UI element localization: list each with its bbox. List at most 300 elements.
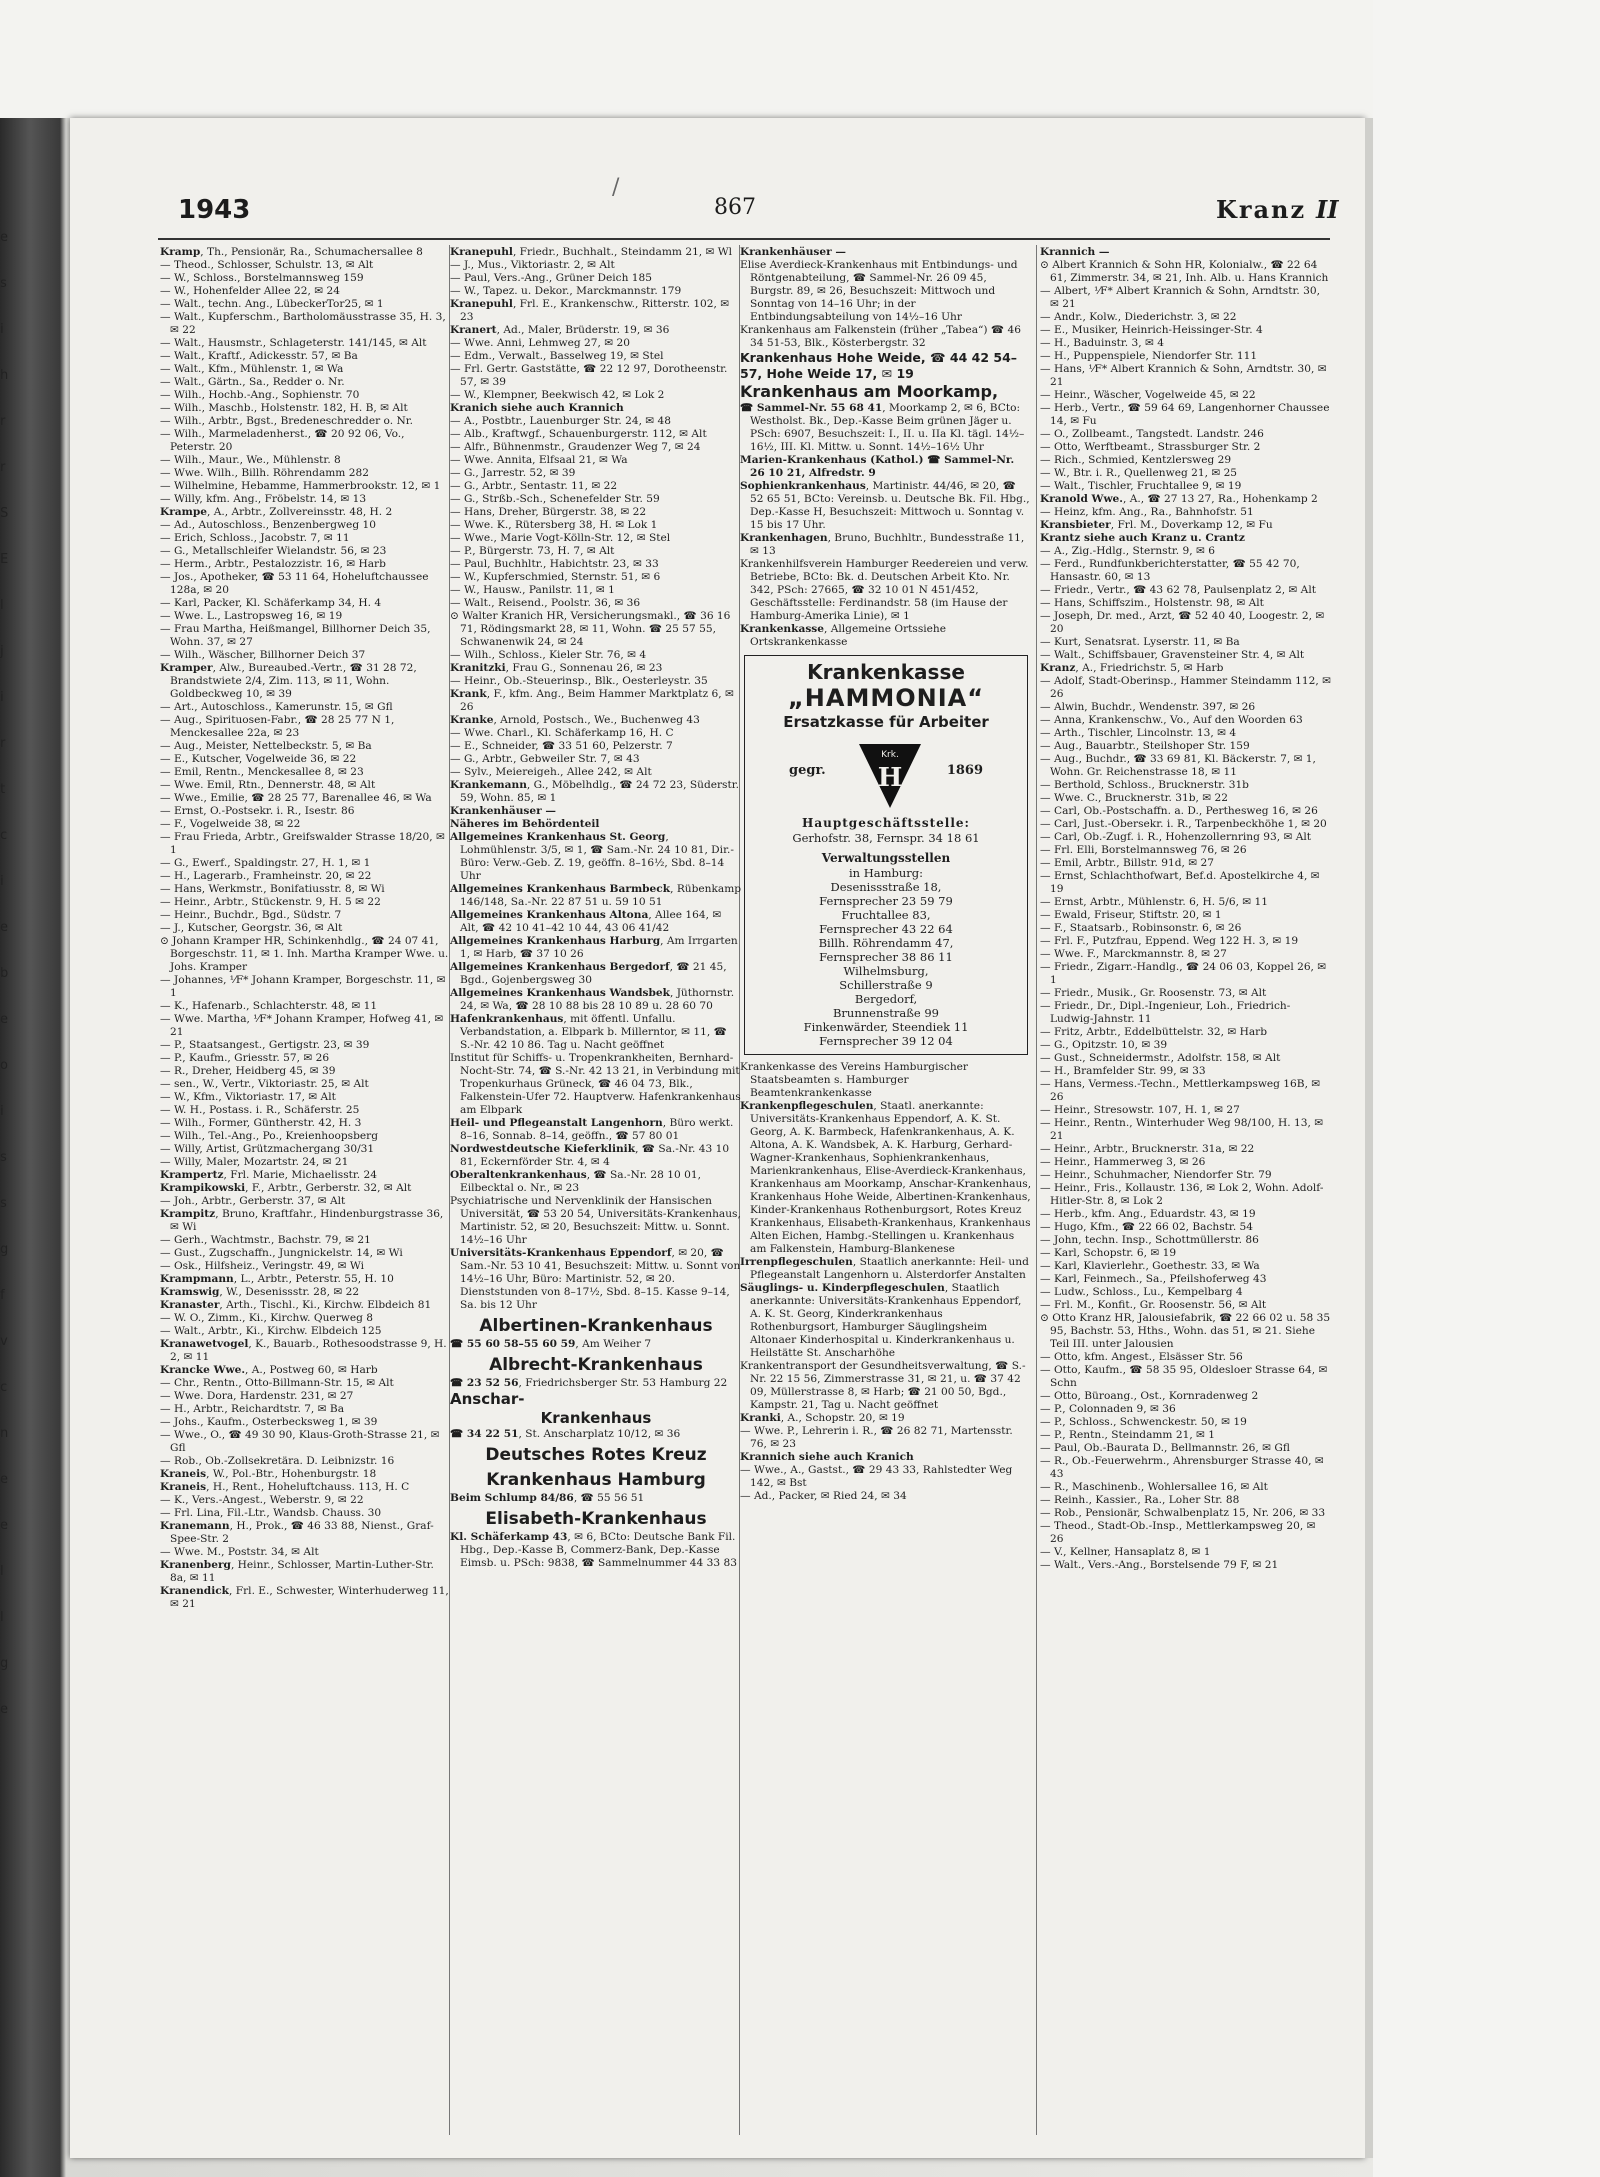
directory-entry: Krankenkasse, Allgemeine Ortssiehe Ortskrankenkasse: [740, 623, 947, 648]
binding-mark: g: [0, 1242, 9, 1257]
directory-entry: — Erich, Schloss., Jacobstr. 7, ✉ 11: [160, 532, 350, 544]
elisabeth-text: Kl. Schäferkamp 43, ✉ 6, BCto: Deutsche Bank Fil. Hbg., Dep.-Kasse B, Commerz-Bank, Dep.-Kasse Eimsb. u. PSch: 9838, ☎ Sammelnummer 44 33 83: [450, 1531, 737, 1569]
directory-entry: — Walt., Tischler, Fruchtallee 9, ✉ 19: [1040, 480, 1242, 492]
founded-year: 1869: [946, 763, 983, 778]
directory-entry: Krankenhagen, Bruno, Buchhltr., Bundesstraße 11, ✉ 13: [740, 532, 1025, 557]
binding-mark: l: [0, 598, 4, 613]
directory-entry: — Otto, Werftbeamt., Strassburger Str. 2: [1040, 441, 1261, 453]
directory-entry: — A., Postbtr., Lauenburger Str. 24, ✉ 48: [450, 415, 672, 427]
directory-entry: — Ernst, Arbtr., Mühlenstr. 6, H. 5/6, ✉ 11: [1040, 896, 1269, 908]
directory-entry: — Walt., Hausmstr., Schlageterstr. 141/145, ✉ Alt: [160, 337, 427, 349]
directory-entry: ⊙ Walter Kranich HR, Versicherungsmakl., ☎ 36 16 71, Rödingsmarkt 28, ✉ 11, Wohn. ☎ 25 57 55, Schwanenwik 24, ✉ 24: [450, 610, 731, 648]
directory-entry: — Herm., Arbtr., Pestalozzistr. 16, ✉ Harb: [160, 558, 386, 570]
directory-entry: — Heinr., Ob.-Steuerinsp., Blk., Oesterleystr. 35: [450, 675, 708, 687]
directory-entry: Kramswig, W., Desenissstr. 28, ✉ 22: [160, 1286, 360, 1298]
albertinen-text: ☎ 55 60 58–55 60 59, Am Weiher 7: [450, 1338, 652, 1350]
directory-entry: — G., Opitzstr. 10, ✉ 39: [1040, 1039, 1168, 1051]
directory-entry: Krannich —: [1040, 246, 1110, 258]
directory-entry: — Alwin, Buchdr., Wendenstr. 397, ✉ 26: [1040, 701, 1256, 713]
column-4: [1040, 246, 1332, 2131]
binding-mark: i: [0, 874, 4, 889]
directory-entry: — Rob., Pensionär, Schwalbenplatz 15, Nr. 206, ✉ 33: [1040, 1507, 1326, 1519]
directory-entry: Universitäts-Krankenhaus Eppendorf, ✉ 20, ☎ Sam.-Nr. 53 10 41, Besuchszeit: Mittw. u. Sonnt von 14½–16 Uhr, Büro: Martinistr. 52, ✉ 20. Dienststunden von 8–17½, Sbd. 8–15. Kasse 9–14, Sa. bis 12 Uhr: [450, 1247, 741, 1311]
directory-entry: — Ewald, Friseur, Stiftstr. 20, ✉ 1: [1040, 909, 1222, 921]
directory-entry: — Chr., Rentn., Otto-Billmann-Str. 15, ✉ Alt: [160, 1377, 394, 1389]
directory-entry: — A., Zig.-Hdlg., Sternstr. 9, ✉ 6: [1040, 545, 1215, 557]
directory-entry: Kranke, Arnold, Postsch., We., Buchenweg 43: [450, 714, 700, 726]
page-header: [108, 195, 1339, 233]
directory-entry: — Ad., Autoschloss., Benzenbergweg 10: [160, 519, 376, 531]
directory-entry: — Alb., Kraftwgf., Schauenburgerstr. 112, ✉ Alt: [450, 428, 707, 440]
directory-entry: — Wwe. Martha, ⅟F* Johann Kramper, Hofweg 41, ✉ 21: [160, 1013, 444, 1038]
moorkamp-text: ☎ Sammel-Nr. 55 68 41, Moorkamp 2, ✉ 6, BCto: Westholst. Bk., Dep.-Kasse Beim grünen Jäger u. PSch: 6907, Besuchszeit: I., II. u. IIa Kl. tägl. 14½–16½, III. Kl. Mittw. u. Sonnt. 14½–16½ Uhr: [740, 402, 1025, 453]
directory-entry: — Wwe., Emilie, ☎ 28 25 77, Barenallee 46, ✉ Wa: [160, 792, 432, 804]
directory-entry: ⊙ Otto Kranz HR, Jalousiefabrik, ☎ 22 66 02 u. 58 35 95, Bachstr. 53, Hths., Wohn. das 51, ✉ 21. Siehe Teil III. unter Jalousien: [1040, 1312, 1331, 1350]
directory-entry: — Rob., Ob.-Zollsekretära. D. Leibnizstr. 16: [160, 1455, 395, 1467]
branch-line: Fernsprecher 39 12 04: [819, 1034, 953, 1048]
hammonia-advertisement: [744, 655, 1028, 1055]
directory-entry: — Sylv., Meiereigeh., Allee 242, ✉ Alt: [450, 766, 652, 778]
directory-entry: — Frl. Gertr. Gaststätte, ☎ 22 12 97, Dorotheenstr. 57, ✉ 39: [450, 363, 728, 388]
drk-heading-2: Krankenhaus Hamburg: [486, 1470, 706, 1490]
directory-entry: — P., Colonnaden 9, ✉ 36: [1040, 1403, 1176, 1415]
directory-entry: — Wilh., Arbtr., Bgst., Bredeneschredder o. Nr.: [160, 415, 413, 427]
directory-entry: Oberaltenkrankenhaus, ☎ Sa.-Nr. 28 10 01, Eilbecktal o. Nr., ✉ 23: [450, 1169, 701, 1194]
directory-entry: Irrenpflegeschulen, Staatlich anerkannte: Heil- und Pflegeanstalt Langenhorn u. Alsterdorfer Anstalten: [740, 1256, 1029, 1281]
directory-entry: Heil- und Pflegeanstalt Langenhorn, Büro werkt. 8–16, Sonnab. 8–14, geöffn., ☎ 57 80 01: [450, 1117, 734, 1142]
directory-entry: — G., Arbtr., Gebweiler Str. 7, ✉ 43: [450, 753, 640, 765]
directory-entry: — Frl. Lina, Fil.-Ltr., Wandsb. Chauss. 30: [160, 1507, 382, 1519]
page-number: 867: [714, 195, 756, 220]
directory-entry: — Wwe. Anni, Lehmweg 27, ✉ 20: [450, 337, 630, 349]
directory-entry: Kranemann, H., Prok., ☎ 46 33 88, Nienst., Graf-Spee-Str. 2: [160, 1520, 434, 1545]
logo-text: Krk.: [881, 750, 899, 760]
directory-entry: — P., Schloss., Schwenckestr. 50, ✉ 19: [1040, 1416, 1247, 1428]
directory-entry: — Hans, Werkmstr., Bonifatiusstr. 8, ✉ Wi: [160, 883, 385, 895]
albrecht-text: ☎ 23 52 56, Friedrichsberger Str. 53 Hamburg 22: [450, 1377, 728, 1389]
directory-entry: — H., Bramfelder Str. 99, ✉ 33: [1040, 1065, 1206, 1077]
elisabeth-heading: Elisabeth-Krankenhaus: [485, 1509, 707, 1529]
directory-entry: — R., Maschinenb., Wohlersallee 16, ✉ Alt: [1040, 1481, 1268, 1493]
directory-entry: Krampikowski, F., Arbtr., Gerberstr. 32, ✉ Alt: [160, 1182, 412, 1194]
binding-mark: r: [0, 460, 6, 475]
directory-entry: — Wwe. Charl., Kl. Schäferkamp 16, H. C: [450, 727, 674, 739]
binding-mark: j: [0, 644, 4, 659]
directory-entry: — sen., W., Vertr., Viktoriastr. 25, ✉ Alt: [160, 1078, 369, 1090]
column-2: [450, 246, 742, 2131]
directory-entry: — Karl, Packer, Kl. Schäferkamp 34, H. 4: [160, 597, 382, 609]
directory-entry: — H., Arbtr., Reichardtstr. 7, ✉ Ba: [160, 1403, 345, 1415]
top-margin: [0, 0, 1600, 118]
directory-entry: — G., Metallschleifer Wielandstr. 56, ✉ 23: [160, 545, 387, 557]
directory-entry: — Walt., Schiffsbauer, Gravensteiner Str. 4, ✉ Alt: [1040, 649, 1305, 661]
directory-entry: — Friedr., Zigarr.-Handlg., ☎ 24 06 03, Koppel 26, ✉ 1: [1040, 961, 1327, 986]
binding-mark: l: [0, 1610, 4, 1625]
directory-entry: Krancke Wwe., A., Postweg 60, ✉ Harb: [160, 1364, 378, 1376]
directory-entry: — Friedr., Musik., Gr. Roosenstr. 73, ✉ Alt: [1040, 987, 1267, 999]
binding-mark: s: [0, 276, 7, 291]
directory-entry: — Heinz, kfm. Ang., Ra., Bahnhofstr. 51: [1040, 506, 1254, 518]
drk-heading-1: Deutsches Rotes Kreuz: [485, 1445, 707, 1465]
directory-entry: Kranich siehe auch Krannich: [450, 402, 624, 414]
binding-mark: i: [0, 690, 4, 705]
directory-entry: — Johannes, ⅟F* Johann Kramper, Borgeschstr. 11, ✉ 1: [160, 974, 446, 999]
directory-entry: — Wwe. Emil, Rtn., Dennerstr. 48, ✉ Alt: [160, 779, 376, 791]
directory-entry: — Emil, Rentn., Menckesallee 8, ✉ 23: [160, 766, 364, 778]
binding-mark: r: [0, 736, 6, 751]
directory-entry: — Walt., Kfm., Mühlenstr. 1, ✉ Wa: [160, 363, 344, 375]
column-divider: [1036, 245, 1037, 2135]
directory-entry: — Theod., Stadt-Ob.-Insp., Mettlerkampsweg 20, ✉ 26: [1040, 1520, 1316, 1545]
branch-line: Fruchtallee 83,: [841, 908, 931, 922]
directory-entry: — Wwe. K., Rütersberg 38, H. ✉ Lok 1: [450, 519, 658, 531]
directory-entry: Krampitz, Bruno, Kraftfahr., Hindenburgstrasse 36, ✉ Wi: [160, 1208, 444, 1233]
directory-entry: — H., Baduinstr. 3, ✉ 4: [1040, 337, 1165, 349]
directory-entry: Krankenhilfsverein Hamburger Reedereien und verw. Betriebe, BCto: Bk. d. Deutschen Arbeit Kto. Nr. 342, PSch: 27665, ☎ 32 10 01 N 451/452, Geschäftsstelle: Ferdinandstr. 58 (im Hause der Hamburg-Amerika Linie), ✉ 1: [740, 558, 1029, 622]
directory-entry: — Wwe. Wilh., Billh. Röhrendamm 282: [160, 467, 369, 479]
pencil-mark: /: [612, 175, 620, 200]
directory-entry: — Walt., Kraftf., Adickesstr. 57, ✉ Ba: [160, 350, 358, 362]
directory-entry: Krampertz, Frl. Marie, Michaelisstr. 24: [160, 1169, 378, 1181]
directory-entry: — E., Schneider, ☎ 33 51 60, Pelzerstr. 7: [450, 740, 673, 752]
hq-title: Hauptgeschäftsstelle:: [802, 816, 970, 830]
directory-entry: — Karl, Feinmech., Sa., Pfeilshoferweg 43: [1040, 1273, 1267, 1285]
column-1: [160, 246, 452, 2131]
directory-entry: Krank, F., kfm. Ang., Beim Hammer Marktplatz 6, ✉ 26: [450, 688, 734, 713]
ad-line-3: Ersatzkasse für Arbeiter: [783, 713, 989, 731]
directory-entry: Krankenpflegeschulen, Staatl. anerkannte: Universitäts-Krankenhaus Eppendorf, A. K. St. Georg, A. K. Barmbeck, Hafenkrankenhaus, A. K. Altona, A. K. Wandsbek, A. K. Harburg, Gerhard-Wagner-Krankenhaus, Sophienkrankenhaus, Marienkrankenhaus, Elise-Averdieck-Krankenhaus, Krankenhaus am Moorkamp, Anschar-Krankenhaus, Krankenhaus Hohe Weide, Albertinen-Krankenhaus, Kinder-Krankenhaus Rothenburgsort, Rotes Kreuz Krankenhaus, Elisabeth-Krankenhaus, Krankenhaus Alten Eichen, Hambg.-Stellingen u. Krankenhaus am Falkenstein, Hamburg-Blankenese: [740, 1100, 1032, 1255]
directory-entry: — Walt., Kupferschm., Bartholomäusstrasse 35, H. 3, ✉ 22: [160, 311, 446, 336]
directory-entry: — Berthold, Schloss., Brucknerstr. 31b: [1040, 779, 1249, 791]
directory-entry: Allgemeines Krankenhaus Harburg, Am Irrgarten 1, ✉ Harb, ☎ 37 10 26: [450, 935, 738, 960]
directory-entry: — Anna, Krankenschw., Vo., Auf den Woorden 63: [1040, 714, 1303, 726]
directory-entry: — F., Staatsarb., Robinsonstr. 6, ✉ 26: [1040, 922, 1242, 934]
directory-entry: Kranepuhl, Frl. E., Krankenschw., Ritterstr. 102, ✉ 23: [450, 298, 730, 323]
directory-entry: Kranepuhl, Friedr., Buchhalt., Steindamm 21, ✉ Wl: [450, 246, 733, 258]
directory-entry: Kramper, Alw., Bureaubed.-Vertr., ☎ 31 28 72, Brandstwiete 2/4, Zim. 113, ✉ 11, Wohn. Goldbeckweg 10, ✉ 39: [160, 662, 417, 700]
anschar-text: ☎ 34 22 51, St. Anscharplatz 10/12, ✉ 36: [450, 1428, 681, 1440]
directory-entry: Allgemeines Krankenhaus St. Georg, Lohmühlenstr. 3/5, ✉ 1, ☎ Sam.-Nr. 24 10 81, Dir.-Büro: Verw.-Geb. Z. 19, geöffn. 8–16½, Sbd. 8–14 Uhr: [450, 831, 734, 882]
directory-entry: — P., Bürgerstr. 73, H. 7, ✉ Alt: [450, 545, 615, 557]
directory-entry: — W., Hohenfelder Allee 22, ✉ 24: [160, 285, 340, 297]
hammonia-logo-icon: [853, 738, 927, 812]
branch-line: Billh. Röhrendamm 47,: [818, 936, 954, 950]
binding-mark: l: [0, 1564, 4, 1579]
directory-entry: — H., Puppenspiele, Niendorfer Str. 111: [1040, 350, 1258, 362]
directory-entry: — Wilh., Maur., We., Mühlenstr. 8: [160, 454, 341, 466]
directory-entry: — Walt., Vers.-Ang., Borstelsende 79 F, ✉ 21: [1040, 1559, 1279, 1571]
directory-entry: — Otto, kfm. Angest., Elsässer Str. 56: [1040, 1351, 1243, 1363]
directory-entry: — E., Kutscher, Vogelweide 36, ✉ 22: [160, 753, 357, 765]
directory-entry: — W., Kfm., Viktoriastr. 17, ✉ Alt: [160, 1091, 336, 1103]
section-label: II: [1316, 195, 1339, 224]
branch-line: Fernsprecher 23 59 79: [819, 894, 953, 908]
directory-entry: — Wilh., Hochb.-Ang., Sophienstr. 70: [160, 389, 360, 401]
directory-entry: Krannich siehe auch Kranich: [740, 1451, 914, 1463]
directory-entry: — G., Strßb.-Sch., Schenefelder Str. 59: [450, 493, 660, 505]
directory-entry: Krankenhäuser —: [450, 805, 556, 817]
binding-mark: E: [0, 552, 9, 567]
directory-entry: — Ernst, O.-Postsekr. i. R., Isestr. 86: [160, 805, 355, 817]
directory-entry: — Hans, Schiffszim., Holstenstr. 98, ✉ Alt: [1040, 597, 1264, 609]
page-edge: [1365, 118, 1373, 2158]
admin-title: Verwaltungsstellen: [821, 851, 951, 865]
directory-entry: Institut für Schiffs- u. Tropenkrankheiten, Bernhard-Nocht-Str. 74, ☎ S.-Nr. 42 13 21, in Verbindung mit Tropenkurhaus Grüneck, ☎ 46 04 73, Blk., Falkenstein-Ufer 72. Hauptverw. Hafenkrankenhaus am Elbpark: [450, 1052, 741, 1116]
directory-entry: — Aug., Meister, Nettelbeckstr. 5, ✉ Ba: [160, 740, 372, 752]
directory-entry: — Heinr., Stresowstr. 107, H. 1, ✉ 27: [1040, 1104, 1240, 1116]
directory-entry: — V., Kellner, Hansaplatz 8, ✉ 1: [1040, 1546, 1211, 1558]
directory-entry: Krankentransport der Gesundheitsverwaltung, ☎ S.-Nr. 22 15 56, Zimmerstrasse 31, ✉ 21, u. ☎ 37 42 09, Müllerstrasse 8, ✉ Harb; ☎ 21 00 50, Bgd., Kampstr. 21, Tag u. Nacht geöffnet: [740, 1360, 1026, 1411]
directory-entry: — Ferd., Rundfunkberichterstatter, ☎ 55 42 70, Hansastr. 60, ✉ 13: [1040, 558, 1300, 583]
directory-entry: — Heinr., Arbtr., Brucknerstr. 31a, ✉ 22: [1040, 1143, 1255, 1155]
directory-entry: — Frl. M., Konfit., Gr. Roosenstr. 56, ✉ Alt: [1040, 1299, 1267, 1311]
ad-line-2: „HAMMONIA“: [788, 684, 984, 712]
directory-entry: — K., Vers.-Angest., Weberstr. 9, ✉ 22: [160, 1494, 364, 1506]
directory-entry: — Heinr., Hammerweg 3, ✉ 26: [1040, 1156, 1206, 1168]
binding-mark: e: [0, 230, 8, 245]
branch-line: Bergedorf,: [854, 992, 918, 1006]
directory-entry: — W., Kupferschmied, Sternstr. 51, ✉ 6: [450, 571, 661, 583]
directory-entry: — W., Schloss., Borstelmannsweg 159: [160, 272, 364, 284]
branch-line: Schillerstraße 9: [839, 978, 933, 992]
albrecht-heading: Albrecht-Krankenhaus: [489, 1355, 703, 1375]
sophien-entry: Sophienkrankenhaus, Martinistr. 44/46, ✉ 20, ☎ 52 65 51, BCto: Vereinsb. u. Deutsche Bk. Fil. Hbg., Dep.-Kasse H, Besuchszeit: Mittwoch u. Sonntag v. 15 bis 17 Uhr.: [740, 480, 1030, 531]
directory-entry: — Walt., Gärtn., Sa., Redder o. Nr.: [160, 376, 345, 388]
directory-entry: — Friedr., Dr., Dipl.-Ingenieur, Loh., Friedrich-Ludwig-Jahnstr. 11: [1040, 1000, 1291, 1025]
directory-entry: Krankenkasse des Vereins Hamburgischer Staatsbeamten s. Hamburger Beamtenkrankenkasse: [740, 1061, 968, 1099]
year-label: 1943: [178, 195, 251, 225]
directory-entry: — Edm., Verwalt., Basselweg 19, ✉ Stel: [450, 350, 664, 362]
directory-entry: Kramp, Th., Pensionär, Ra., Schumachersallee 8: [160, 246, 423, 258]
binding-mark: b: [0, 966, 9, 981]
directory-entry: — Wwe. P., Lehrerin i. R., ☎ 26 82 71, Martensstr. 76, ✉ 23: [740, 1425, 1013, 1450]
binding-mark: s: [0, 1150, 7, 1165]
hohe-weide-entry: Krankenhaus Hohe Weide, ☎ 44 42 54–57, Hohe Weide 17, ✉ 19: [740, 350, 1018, 381]
branch-line: Wilhelmsburg,: [843, 964, 929, 978]
directory-entry: — Ad., Packer, ✉ Ried 24, ✉ 34: [740, 1490, 907, 1502]
directory-entry: — Ernst, Schlachthofwart, Bef.d. Apostelkirche 4, ✉ 19: [1040, 870, 1320, 895]
directory-entry: Psychiatrische und Nervenklinik der Hansischen Universität, ☎ 53 20 54, Universitäts-Krankenhaus, Martinistr. 52, ✉ 20, Besuchszeit: Mittw. u. Sonnt. 14½–16 Uhr: [450, 1195, 741, 1246]
binding-mark: g: [0, 1656, 9, 1671]
directory-entry: Säuglings- u. Kinderpflegeschulen, Staatlich anerkannte: Universitäts-Krankenhaus Eppendorf, A. K. St. Georg, Kinderkrankenhaus Rothenburgsort, Hamburger Säuglingsheim Altonaer Kinderhospital u. Kinderkrankenhaus u. Heilstätte St. Anscharhöhe: [740, 1282, 1022, 1359]
directory-entry: — G., Ewerf., Spaldingstr. 27, H. 1, ✉ 1: [160, 857, 371, 869]
binding-mark: e: [0, 920, 8, 935]
logo-letter: H: [877, 763, 903, 793]
directory-entry: — G., Arbtr., Sentastr. 11, ✉ 22: [450, 480, 618, 492]
binding-mark: s: [0, 1196, 7, 1211]
directory-entry: ⊙ Albert Krannich & Sohn HR, Kolonialw., ☎ 22 64 61, Zimmerstr. 34, ✉ 21, Inh. Alb. u. Hans Krannich: [1040, 259, 1329, 284]
binding-mark: v: [0, 1334, 8, 1349]
directory-entry: — Herb., kfm. Ang., Eduardstr. 43, ✉ 19: [1040, 1208, 1256, 1220]
directory-entry: Kranendick, Frl. E., Schwester, Winterhuderweg 11, ✉ 21: [160, 1585, 449, 1610]
anschar-heading-2: Krankenhaus: [540, 1409, 652, 1427]
directory-entry: — W., Btr. i. R., Quellenweg 21, ✉ 25: [1040, 467, 1238, 479]
directory-entry: — Hans, Dreher, Bürgerstr. 38, ✉ 22: [450, 506, 647, 518]
directory-entry: — Adolf, Stadt-Oberinsp., Hammer Steindamm 112, ✉ 26: [1040, 675, 1331, 700]
directory-entry: Krampmann, L., Arbtr., Peterstr. 55, H. 10: [160, 1273, 394, 1285]
directory-entry: — J., Mus., Viktoriastr. 2, ✉ Alt: [450, 259, 615, 271]
directory-entry: Kranz, A., Friedrichstr. 5, ✉ Harb: [1040, 662, 1224, 674]
directory-entry: — Wwe. F., Marckmannstr. 8, ✉ 27: [1040, 948, 1227, 960]
branch-line: Fernsprecher 43 22 64: [819, 922, 953, 936]
founded-label: gegr.: [789, 763, 826, 778]
directory-entry: — Art., Autoschloss., Kamerunstr. 15, ✉ Gfl: [160, 701, 393, 713]
directory-entry: — Wwe., O., ☎ 49 30 90, Klaus-Groth-Strasse 21, ✉ Gfl: [160, 1429, 440, 1454]
directory-entry: — Gust., Zugschaffn., Jungnickelstr. 14, ✉ Wi: [160, 1247, 403, 1259]
directory-entry: — Jos., Apotheker, ☎ 53 11 64, Hoheluftchaussee 128a, ✉ 20: [160, 571, 429, 596]
binding-mark: n: [0, 1426, 9, 1441]
directory-entry: — Frl. F., Putzfrau, Eppend. Weg 122 H. 3, ✉ 19: [1040, 935, 1299, 947]
directory-entry: Nordwestdeutsche Kieferklinik, ☎ Sa.-Nr. 43 10 81, Eckernförder Str. 4, ✉ 4: [450, 1143, 730, 1168]
directory-entry: — W., Klempner, Beekwisch 42, ✉ Lok 2: [450, 389, 665, 401]
directory-entry: — John, techn. Insp., Schottmüllerstr. 86: [1040, 1234, 1259, 1246]
directory-entry: — Aug., Bauarbtr., Steilshoper Str. 159: [1040, 740, 1250, 752]
directory-entry: — Carl, Just.-Obersekr. i. R., Tarpenbeckhöhe 1, ✉ 20: [1040, 818, 1327, 830]
directory-entry: — Walt., techn. Ang., LübeckerTor25, ✉ 1: [160, 298, 384, 310]
directory-entry: — Emil, Arbtr., Billstr. 91d, ✉ 27: [1040, 857, 1215, 869]
directory-entry: — W., Hausw., Panilstr. 11, ✉ 1: [450, 584, 615, 596]
directory-entry: — Karl, Klavierlehr., Goethestr. 33, ✉ Wa: [1040, 1260, 1260, 1272]
directory-entry: — Walt., Reisend., Poolstr. 36, ✉ 36: [450, 597, 641, 609]
directory-entry: Krampe, A., Arbtr., Zollvereinsstr. 48, H. 2: [160, 506, 393, 518]
directory-entry: Allgemeines Krankenhaus Bergedorf, ☎ 21 45, Bgd., Gojenbergsweg 30: [450, 961, 727, 986]
binding-mark: h: [0, 368, 9, 383]
directory-entry: — Alfr., Bühnenmstr., Graudenzer Weg 7, ✉ 24: [450, 441, 701, 453]
directory-entry: — Wwe., A., Gastst., ☎ 29 43 33, Rahlstedter Weg 142, ✉ Bst: [740, 1464, 1013, 1489]
directory-entry: — Otto, Kaufm., ☎ 58 35 95, Oldesloer Strasse 64, ✉ Schn: [1040, 1364, 1328, 1389]
binding-mark: f: [0, 1288, 5, 1303]
binding-mark: i: [0, 322, 4, 337]
directory-entry: — Wilh., Maschb., Holstenstr. 182, H. B, ✉ Alt: [160, 402, 408, 414]
directory-entry: Allgemeines Krankenhaus Barmbeck, Rübenkamp 146/148, Sa.-Nr. 22 87 51 u. 59 10 51: [450, 883, 742, 908]
directory-entry: Kranki, A., Schopstr. 20, ✉ 19: [740, 1412, 905, 1424]
directory-entry: — Wilh., Former, Güntherstr. 42, H. 3: [160, 1117, 362, 1129]
directory-entry: — Johs., Kaufm., Osterbecksweg 1, ✉ 39: [160, 1416, 378, 1428]
anschar-heading-1: Anschar-: [450, 1390, 525, 1408]
branch-line: Finkenwärder, Steendiek 11: [803, 1020, 969, 1034]
directory-entry: — Heinr., Fris., Kollaustr. 136, ✉ Lok 2, Wohn. Adolf-Hitler-Str. 8, ✉ Lok 2: [1040, 1182, 1324, 1207]
branch-line: Brunnenstraße 99: [832, 1006, 940, 1020]
directory-entry: — Willy, Maler, Mozartstr. 24, ✉ 21: [160, 1156, 349, 1168]
binding-mark: o: [0, 1058, 8, 1073]
directory-entry: — Heinr., Wäscher, Vogelweide 45, ✉ 22: [1040, 389, 1256, 401]
binding-mark: c: [0, 1380, 8, 1395]
directory-entry: — Reinh., Kassier., Ra., Loher Str. 88: [1040, 1494, 1240, 1506]
directory-entry: — Wilh., Wäscher, Billhorner Deich 37: [160, 649, 366, 661]
binding-mark: i: [0, 1104, 4, 1119]
directory-entry: ⊙ Johann Kramper HR, Schinkenhdlg., ☎ 24 07 41, Borgeschstr. 11, ✉ 1. Inh. Martha Kramper Wwe. u. Johs. Kramper: [160, 935, 449, 973]
directory-entry: Kranawetvogel, K., Bauarb., Rothesoodstrasse 9, H. 2, ✉ 11: [160, 1338, 447, 1363]
directory-entry: — P., Kaufm., Griesstr. 57, ✉ 26: [160, 1052, 330, 1064]
directory-entry: Kraneis, H., Rent., Hoheluftchauss. 113, H. C: [160, 1481, 410, 1493]
directory-entry: Kranaster, Arth., Tischl., Ki., Kirchw. Elbdeich 81: [160, 1299, 432, 1311]
directory-entry: — Willy, Artist, Grützmachergang 30/31: [160, 1143, 375, 1155]
directory-entry: Kransbieter, Frl. M., Doverkamp 12, ✉ Fu: [1040, 519, 1273, 531]
directory-entry: — Frau Frieda, Arbtr., Greifswalder Strasse 18/20, ✉ 1: [160, 831, 445, 856]
albertinen-heading: Albertinen-Krankenhaus: [479, 1316, 713, 1336]
directory-entry: — Carl, Ob.-Zugf. i. R., Hohenzollernring 93, ✉ Alt: [1040, 831, 1312, 843]
directory-entry: — Joh., Arbtr., Gerberstr. 37, ✉ Alt: [160, 1195, 346, 1207]
directory-entry: — Paul, Buchhltr., Habichtstr. 23, ✉ 33: [450, 558, 659, 570]
directory-entry: Kraneis, W., Pol.-Btr., Hohenburgstr. 18: [160, 1468, 377, 1480]
hq-address: Gerhofstr. 38, Fernspr. 34 18 61: [792, 831, 980, 845]
admin-city: in Hamburg:: [848, 866, 924, 880]
binding-mark: e: [0, 1472, 8, 1487]
directory-entry: — Gust., Schneidermstr., Adolfstr. 158, ✉ Alt: [1040, 1052, 1281, 1064]
moorkamp-heading: Krankenhaus am Moorkamp,: [740, 382, 999, 401]
directory-entry: — Wwe. C., Brucknerstr. 31b, ✉ 22: [1040, 792, 1228, 804]
directory-entry: — J., Kutscher, Georgstr. 36, ✉ Alt: [160, 922, 343, 934]
directory-entry: — Heinr., Arbtr., Stückenstr. 9, H. 5 ✉ 22: [160, 896, 381, 908]
directory-entry: — H., Lagerarb., Framheinstr. 20, ✉ 22: [160, 870, 372, 882]
directory-entry: — Arth., Tischler, Lincolnstr. 13, ✉ 4: [1040, 727, 1237, 739]
directory-entry: Näheres im Behördenteil: [450, 818, 600, 830]
directory-entry: — Karl, Schopstr. 6, ✉ 19: [1040, 1247, 1177, 1259]
directory-entry: — Aug., Spirituosen-Fabr., ☎ 28 25 77 N 1, Menckesallee 22a, ✉ 23: [160, 714, 395, 739]
branch-line: Fernsprecher 38 86 11: [819, 950, 953, 964]
binding-marks: [0, 230, 16, 1730]
directory-entry: Kranenberg, Heinr., Schlosser, Martin-Luther-Str. 8a, ✉ 11: [160, 1559, 434, 1584]
directory-entry: — Joseph, Dr. med., Arzt, ☎ 52 40 40, Loogestr. 2, ✉ 20: [1040, 610, 1325, 635]
directory-entry: — Paul, Vers.-Ang., Grüner Deich 185: [450, 272, 652, 284]
directory-entry: — W., Tapez. u. Dekor., Marckmannstr. 179: [450, 285, 682, 297]
directory-entry: — P., Staatsangest., Gertigstr. 23, ✉ 39: [160, 1039, 370, 1051]
directory-entry: — Hugo, Kfm., ☎ 22 66 02, Bachstr. 54: [1040, 1221, 1254, 1233]
directory-entry: — Walt., Arbtr., Ki., Kirchw. Elbdeich 125: [160, 1325, 382, 1337]
directory-entry: — W. H., Postass. i. R., Schäferstr. 25: [160, 1104, 360, 1116]
directory-entry: — Gerh., Wachtmstr., Bachstr. 79, ✉ 21: [160, 1234, 371, 1246]
directory-entry: Krankenhaus am Falkenstein (früher „Tabea“) ☎ 46 34 51-53, Blk., Kösterbergstr. 32: [740, 324, 1021, 349]
binding-mark: c: [0, 828, 8, 843]
directory-entry: — Hans, ⅟F* Albert Krannich & Sohn, Arndtstr. 30, ✉ 21: [1040, 363, 1327, 388]
directory-entry: — Heinr., Rentn., Winterhuder Weg 98/100, H. 13, ✉ 21: [1040, 1117, 1324, 1142]
directory-entry: — Hans, Vermess.-Techn., Mettlerkampsweg 16B, ✉ 26: [1040, 1078, 1321, 1103]
directory-entry: — Friedr., Vertr., ☎ 43 62 78, Paulsenplatz 2, ✉ Alt: [1040, 584, 1316, 596]
column-3: [740, 246, 1032, 2131]
directory-entry: — Paul, Ob.-Bauratа D., Bellmannstr. 26, ✉ Gfl: [1040, 1442, 1290, 1454]
right-margin: [1373, 0, 1600, 2177]
ad-logo: [749, 736, 1023, 812]
directory-entry: — Wilhelmine, Hebamme, Hammerbrookstr. 12, ✉ 1: [160, 480, 441, 492]
directory-entry: Krankenhäuser —: [740, 246, 846, 258]
directory-entry: — Herb., Vertr., ☎ 59 64 69, Langenhorner Chaussee 14, ✉ Fu: [1040, 402, 1330, 427]
directory-entry: Allgemeines Krankenhaus Wandsbek, Jüthornstr. 24, ✉ Wa, ☎ 28 10 88 bis 28 10 89 u. 28 60 70: [450, 987, 735, 1012]
ad-line-1: Krankenkasse: [807, 660, 965, 684]
header-keyword: Kranz: [1216, 195, 1307, 224]
marien-entry: Marien-Krankenhaus (Kathol.) ☎ Sammel-Nr. 26 10 21, Alfredstr. 9: [740, 454, 1015, 479]
directory-entry: Krantz siehe auch Kranz u. Crantz: [1040, 532, 1245, 544]
directory-entry: — Frau Martha, Heißmangel, Billhorner Deich 35, Wohn. 37, ✉ 27: [160, 623, 431, 648]
directory-entry: — Wilh., Tel.-Ang., Po., Kreienhoopsberg: [160, 1130, 378, 1142]
branch-line: Desenissstraße 18,: [830, 880, 942, 894]
directory-entry: — Fritz, Arbtr., Eddelbüttelstr. 32, ✉ Harb: [1040, 1026, 1268, 1038]
directory-entry: — Wwe. Dora, Hardenstr. 231, ✉ 27: [160, 1390, 354, 1402]
directory-entry: — Osk., Hilfsheiz., Veringstr. 49, ✉ Wi: [160, 1260, 365, 1272]
directory-entry: Elise Averdieck-Krankenhaus mit Entbindungs- und Röntgenabteilung, ☎ Sammel-Nr. 26 09 45, Burgstr. 89, ✉ 26, Besuchszeit: Mittwoch und Sonntag von 14–16 Uhr; in der Entbindungsabteilung von 14½–16 Uhr: [740, 259, 1018, 323]
directory-entry: Kranert, Ad., Maler, Brüderstr. 19, ✉ 36: [450, 324, 670, 336]
directory-entry: — Wilh., Schloss., Kieler Str. 76, ✉ 4: [450, 649, 647, 661]
binding-mark: r: [0, 414, 6, 429]
directory-entry: Kranold Wwe., A., ☎ 27 13 27, Ra., Hohenkamp 2: [1040, 493, 1318, 505]
directory-entry: — Heinr., Buchdr., Bgd., Südstr. 7: [160, 909, 342, 921]
directory-entry: Allgemeines Krankenhaus Altona, Allee 164, ✉ Alt, ☎ 42 10 41–42 10 44, 43 06 41/42: [450, 909, 722, 934]
directory-entry: — G., Jarrestr. 52, ✉ 39: [450, 467, 576, 479]
directory-entry: — P., Rentn., Steindamm 21, ✉ 1: [1040, 1429, 1216, 1441]
directory-entry: Kranitzki, Frau G., Sonnenau 26, ✉ 23: [450, 662, 663, 674]
binding-mark: e: [0, 1518, 8, 1533]
directory-entry: — F., Vogelweide 38, ✉ 22: [160, 818, 301, 830]
directory-entry: — R., Dreher, Heidberg 45, ✉ 39: [160, 1065, 336, 1077]
